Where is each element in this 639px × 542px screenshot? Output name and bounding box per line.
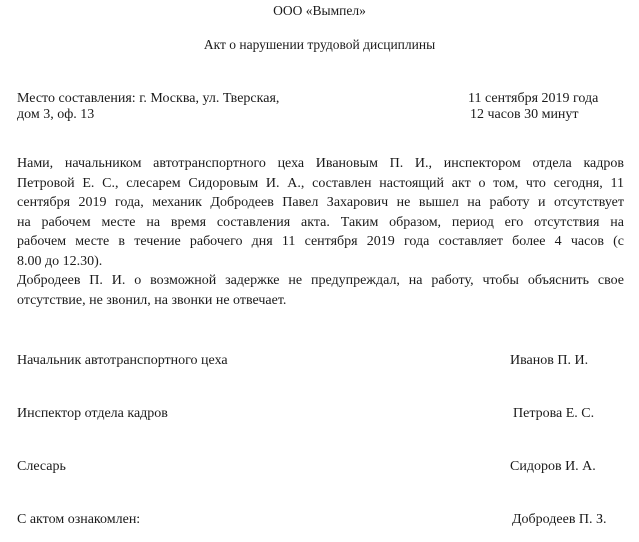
signature-role-hr: Инспектор отдела кадров (17, 406, 168, 421)
signature-role-acknowledged: С актом ознакомлен: (17, 512, 141, 527)
body-line: сентября 2019 года, механик Добродеев Павел Захарович не вышел на работу и отсутствует (17, 195, 624, 210)
body-line: Добродеев П. И. о возможной задержке не предупреждал, на работу, чтобы объяснить свое (17, 273, 624, 288)
document-time: 12 часов 30 минут (470, 107, 579, 122)
document-title: Акт о нарушении трудовой дисциплины (203, 37, 436, 52)
document-date: 11 сентября 2019 года (468, 91, 599, 106)
body-line: на рабочем месте на время составления акта. Таким образом, период его отсутствия на (17, 214, 624, 230)
act-body (17, 154, 624, 310)
signature-name-acknowledged: Добродеев П. З. (512, 512, 607, 527)
signature-role-locksmith: Слесарь (17, 459, 66, 474)
body-line: отсутствие, не звонил, на звонки не отвечает. (17, 292, 287, 308)
body-line: 8.00 до 12.30). (17, 253, 103, 269)
signature-name-locksmith: Сидоров И. А. (510, 459, 596, 474)
place-line-2: дом 3, оф. 13 (17, 107, 95, 122)
signature-role-head: Начальник автотранспортного цеха (17, 353, 228, 368)
body-line: Петровой Е. С., слесарем Сидоровым И. А., составлен настоящий акт о том, что сегодня, 11 (17, 175, 624, 191)
signature-name-head: Иванов П. И. (510, 353, 589, 368)
body-line: Нами, начальником автотранспортного цеха Ивановым П. И., инспектором отдела кадров (17, 156, 624, 171)
place-line-1: Место составления: г. Москва, ул. Тверская, (17, 91, 280, 106)
organization-name: ООО «Вымпел» (273, 3, 366, 18)
signature-name-hr: Петрова Е. С. (513, 406, 595, 421)
body-line: рабочем месте в течение рабочего дня 11 сентября 2019 года составляет более 4 часов (с (17, 234, 624, 249)
